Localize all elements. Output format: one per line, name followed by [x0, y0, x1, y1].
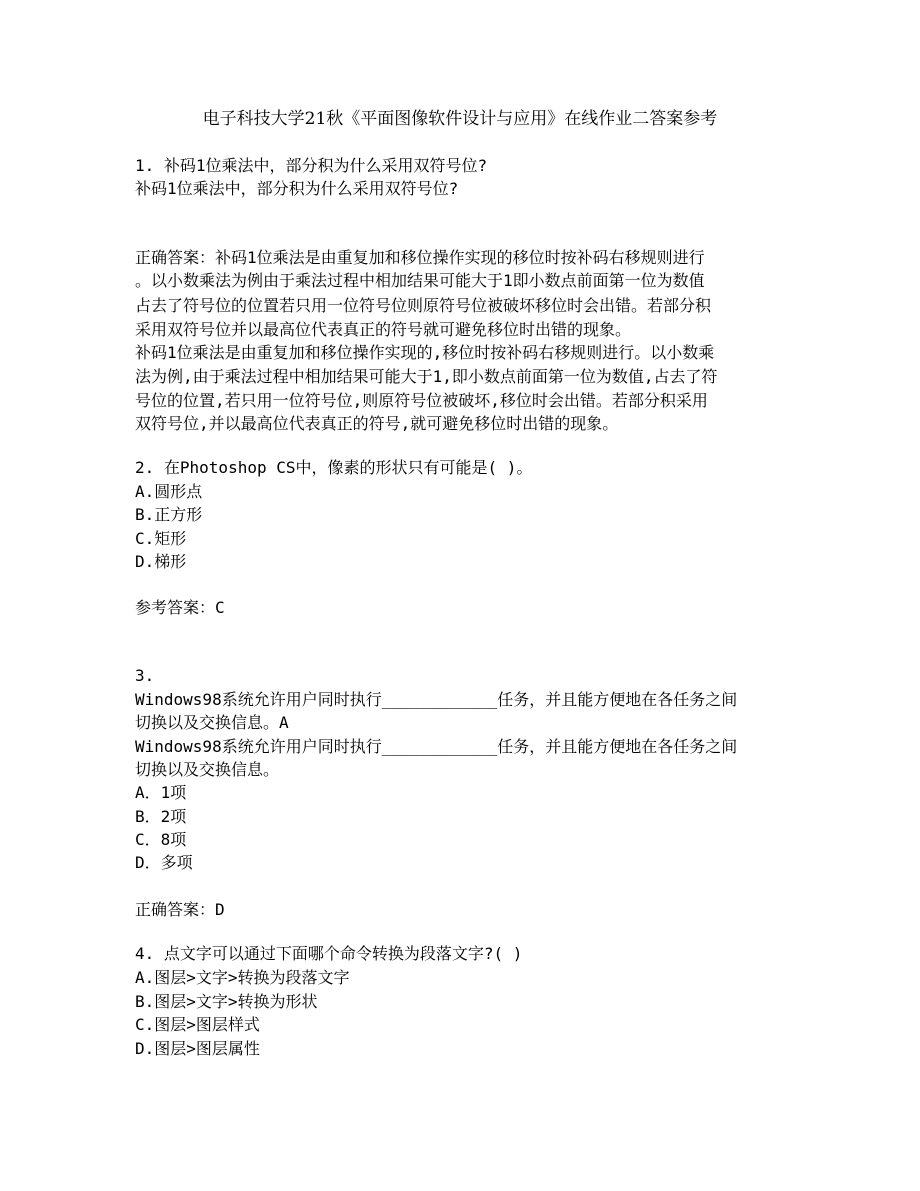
q3-question-line: 切换以及交换信息。	[135, 760, 280, 779]
q2-option-c: C.矩形	[135, 529, 187, 548]
q3-number: 3.	[135, 666, 155, 685]
document-title: 电子科技大学21秋《平面图像软件设计与应用》在线作业二答案参考	[202, 109, 718, 129]
q4-question: 4. 点文字可以通过下面哪个命令转换为段落文字?( )	[135, 944, 523, 963]
q1-answer-line: 号位的位置,若只用一位符号位,则原符号位被破坏,移位时会出错。若部分积采用	[135, 391, 708, 410]
q2-option-a: A.圆形点	[135, 482, 203, 501]
q2-question: 2. 在Photoshop CS中，像素的形状只有可能是( )。	[135, 458, 533, 477]
q3-option-a: A．1项	[135, 783, 187, 802]
q4-option-d: D.图层>图层属性	[135, 1039, 260, 1058]
q1-answer-line: 采用双符号位并以最高位代表真正的符号就可避免移位时出错的现象。	[135, 320, 632, 339]
q3-option-b: B．2项	[135, 807, 187, 826]
q2-option-d: D.梯形	[135, 552, 187, 571]
q4-option-c: C.图层>图层样式	[135, 1015, 260, 1034]
q1-question-repeat: 补码1位乘法中，部分积为什么采用双符号位?	[135, 179, 459, 198]
q1-answer-line: 占去了符号位的位置若只用一位符号位则原符号位被破坏移位时会出错。若部分积	[135, 296, 712, 315]
q3-question-line: 切换以及交换信息。A	[135, 713, 289, 732]
q3-question-line: Windows98系统允许用户同时执行____________任务，并且能方便地在各任务之间	[135, 737, 738, 756]
q3-answer: 正确答案：D	[135, 900, 225, 919]
q3-question-line: Windows98系统允许用户同时执行____________任务，并且能方便地在各任务之间	[135, 690, 738, 709]
q2-option-b: B.正方形	[135, 505, 203, 524]
q3-option-d: D．多项	[135, 853, 193, 872]
q1-answer-line: 法为例,由于乘法过程中相加结果可能大于1,即小数点前面第一位为数值,占去了符	[135, 367, 718, 386]
q1-answer-line: 补码1位乘法是由重复加和移位操作实现的,移位时按补码右移规则进行。以小数乘	[135, 343, 715, 362]
q1-answer-line: 。以小数乘法为例由于乘法过程中相加结果可能大于1即小数点前面第一位为数值	[135, 271, 705, 290]
q4-option-a: A.图层>文字>转换为段落文字	[135, 968, 350, 987]
q1-answer-line: 正确答案：补码1位乘法是由重复加和移位操作实现的移位时按补码右移规则进行	[135, 248, 705, 267]
q1-question: 1. 补码1位乘法中，部分积为什么采用双符号位?	[135, 156, 488, 175]
q3-option-c: C．8项	[135, 830, 187, 849]
q4-option-b: B.图层>文字>转换为形状	[135, 992, 318, 1011]
q2-answer: 参考答案：C	[135, 598, 225, 617]
q1-answer-line: 双符号位,并以最高位代表真正的符号,就可避免移位时出错的现象。	[135, 414, 619, 433]
